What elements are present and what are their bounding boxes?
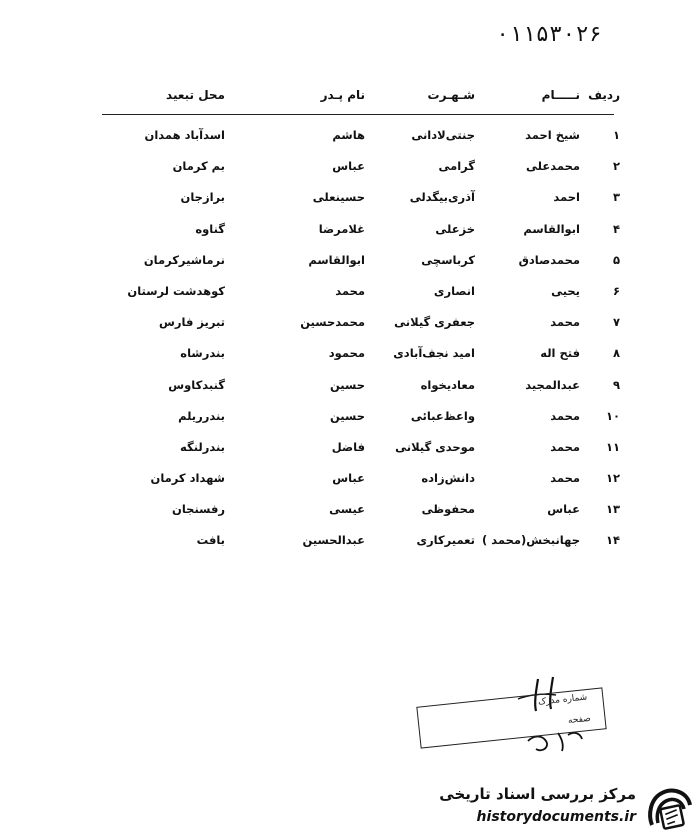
row-index: ۶ <box>612 283 620 298</box>
row-father-name: عباس <box>332 471 365 486</box>
row-last-name: واعظ‌عبائی <box>410 408 475 423</box>
row-place: بندرلنگه <box>180 439 225 454</box>
row-index: ۳ <box>612 190 620 205</box>
row-name: شیخ احمد <box>525 128 580 142</box>
table-body <box>100 128 620 565</box>
table-row <box>100 128 620 159</box>
row-father-name: غلامرضا <box>318 221 365 236</box>
row-name: ابوالقاسم <box>523 221 580 236</box>
row-father-name: عبدالحسین <box>302 533 365 548</box>
row-father-name: حسینعلی <box>312 190 365 205</box>
row-father-name: محمدحسین <box>300 315 365 330</box>
row-index: ۱ <box>612 128 620 142</box>
row-name: جهانبخش(محمد ) <box>481 533 580 548</box>
row-index: ۱۴ <box>605 533 620 548</box>
row-place: اسدآباد همدان <box>144 128 225 142</box>
document-number: ۰۱۱۵۳۰۲۶ <box>496 22 602 47</box>
row-index: ۱۱ <box>605 439 620 454</box>
table-row <box>100 502 620 533</box>
row-name: عبدالمجید <box>525 377 580 392</box>
row-place: بافت <box>196 533 225 548</box>
row-index: ۱۲ <box>605 471 620 486</box>
table-row <box>100 159 620 190</box>
row-name: فتح اله <box>540 346 580 361</box>
row-index: ۴ <box>612 221 620 236</box>
row-last-name: کرباسچی <box>421 252 475 267</box>
header-row-number: ردیف <box>588 88 620 102</box>
row-place: تبریز فارس <box>159 315 225 330</box>
row-father-name: حسین <box>329 377 365 392</box>
row-index: ۱۳ <box>605 502 620 517</box>
row-name: محمد <box>550 439 580 454</box>
row-name: محمد <box>550 471 580 486</box>
table-row <box>100 533 620 564</box>
row-father-name: حسین <box>329 408 365 423</box>
table-row <box>100 190 620 221</box>
row-last-name: دانش‌زاده <box>421 471 475 486</box>
watermark-url: historydocuments.ir <box>476 809 636 825</box>
header-row <box>100 88 620 110</box>
row-place: برازجان <box>180 190 225 205</box>
header-last-name: شـهـرت <box>427 88 475 102</box>
table-row <box>100 378 620 409</box>
stamp-label-page: صفحه <box>567 713 592 727</box>
table-row <box>100 471 620 502</box>
row-name: محمدعلی <box>526 159 580 174</box>
row-place: کوهدشت لرستان <box>127 283 225 298</box>
row-father-name: محمود <box>328 346 365 361</box>
row-place: شهداد کرمان <box>150 471 225 486</box>
row-father-name: ابوالقاسم <box>308 252 365 267</box>
row-index: ۸ <box>612 346 620 361</box>
table-header <box>100 88 620 110</box>
watermark-title: مرکز بررسی اسناد تاریخی <box>439 785 636 803</box>
table-row <box>100 315 620 346</box>
row-index: ۹ <box>612 377 620 392</box>
table-row <box>100 284 620 315</box>
row-name: عباس <box>547 502 580 517</box>
row-name: یحیی <box>551 283 580 298</box>
header-father-name: نام پـدر <box>320 88 365 102</box>
archive-stamp <box>418 675 613 755</box>
row-index: ۵ <box>612 252 620 267</box>
row-last-name: جنتی‌لادانی <box>411 128 475 142</box>
row-place: بندرریلم <box>178 408 225 423</box>
table-row <box>100 222 620 253</box>
header-place: محل تبعید <box>166 88 225 102</box>
row-index: ۷ <box>612 315 620 330</box>
row-name: محمدصادق <box>518 252 580 267</box>
row-place: گناوه <box>195 221 225 236</box>
watermark <box>418 783 698 835</box>
row-place: بندرشاه <box>180 346 225 361</box>
row-last-name: انصاری <box>433 283 475 298</box>
row-father-name: فاضل <box>331 439 365 454</box>
row-last-name: امید نجف‌آبادی <box>393 346 475 361</box>
row-last-name: خزعلی <box>435 221 475 236</box>
row-place: گنبدکاوس <box>168 377 225 392</box>
row-father-name: عیسی <box>329 502 365 517</box>
table-row <box>100 409 620 440</box>
row-father-name: هاشم <box>332 128 365 142</box>
row-last-name: موحدی گیلانی <box>395 439 475 454</box>
row-place: رفسنجان <box>172 502 225 517</box>
row-last-name: معادیخواه <box>420 377 475 392</box>
table-row <box>100 440 620 471</box>
header-name: نـــــام <box>541 88 580 102</box>
row-index: ۲ <box>612 159 620 174</box>
row-last-name: تعمیرکاری <box>416 533 475 548</box>
table-row <box>100 253 620 284</box>
stamp-label-document: شماره مدرک <box>537 692 588 708</box>
row-name: احمد <box>553 190 580 205</box>
row-last-name: گرامی <box>438 159 475 174</box>
row-father-name: عباس <box>332 159 365 174</box>
row-father-name: محمد <box>335 283 365 298</box>
row-name: محمد <box>550 408 580 423</box>
row-name: محمد <box>550 315 580 330</box>
row-index: ۱۰ <box>605 408 620 423</box>
row-place: نرماشیرکرمان <box>143 252 225 267</box>
row-place: بم کرمان <box>172 159 225 174</box>
row-last-name: محفوظی <box>421 502 475 517</box>
archive-logo-icon <box>644 785 694 833</box>
table-row <box>100 346 620 377</box>
row-last-name: جعفری گیلانی <box>394 315 475 330</box>
header-divider <box>102 114 614 115</box>
row-last-name: آذری‌بیگدلی <box>409 190 475 205</box>
